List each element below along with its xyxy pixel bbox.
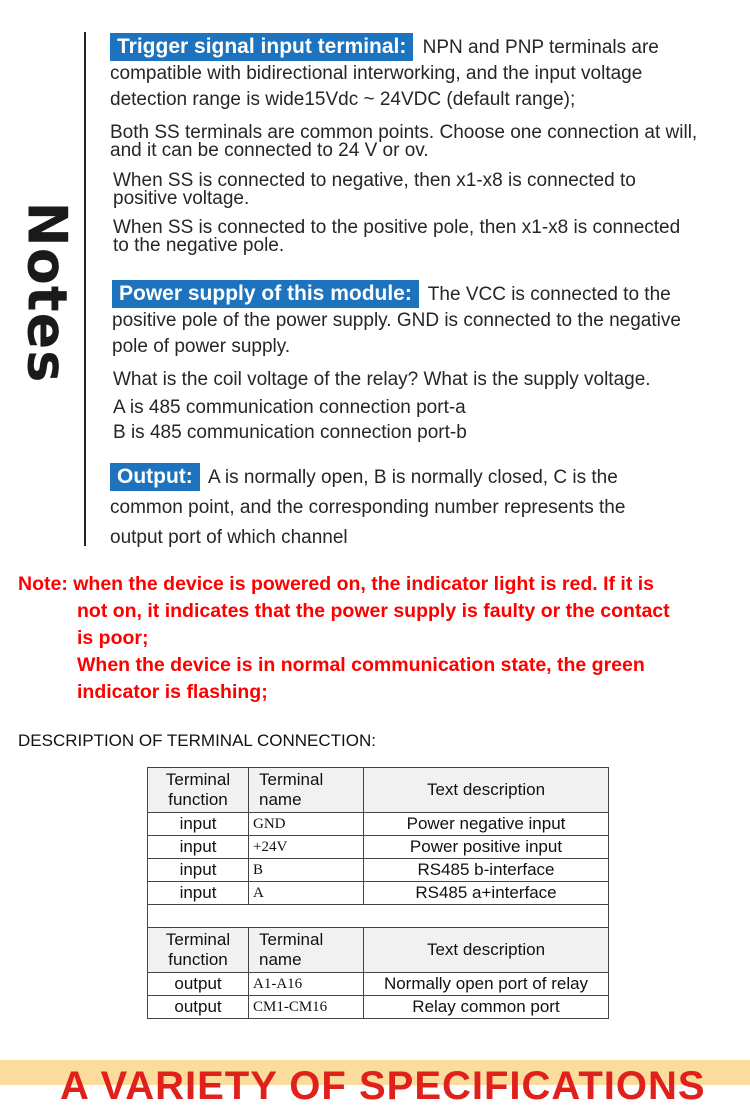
power-text-2: positive pole of the power supply. GND is connected to the negative bbox=[112, 310, 681, 331]
header-description: Text description bbox=[364, 768, 609, 813]
header-name: Terminal name bbox=[249, 768, 364, 813]
table-row: input A RS485 a+interface bbox=[148, 882, 609, 905]
ss-positive-note: When SS is connected to the positive pole, then x1-x8 is connected to the negative pole. bbox=[113, 217, 681, 256]
output-text-1: A is normally open, B is normally closed, C is the bbox=[208, 467, 618, 488]
power-text-3: pole of power supply. bbox=[112, 336, 291, 357]
indicator-note: Note: when the device is powered on, the indicator light is red. If it is not on, it indicates that the power supply is faulty or the contact is poor; When the device is in normal communication state, the green indicator is flashing; bbox=[18, 573, 670, 703]
table-row: output A1-A16 Normally open port of relay bbox=[148, 973, 609, 996]
power-details bbox=[113, 367, 743, 445]
output-text-3: output port of which channel bbox=[110, 527, 348, 548]
trigger-label: Trigger signal input terminal: bbox=[110, 33, 413, 61]
ss-common-note: Both SS terminals are common points. Choose one connection at will, and it can be connected to 24 V or ov. bbox=[110, 122, 698, 161]
table-row: input +24V Power positive input bbox=[148, 836, 609, 859]
banner-title: A VARIETY OF SPECIFICATIONS bbox=[60, 1064, 706, 1108]
table-header-row bbox=[148, 928, 609, 973]
output-label: Output: bbox=[110, 463, 200, 491]
table-row: input GND Power negative input bbox=[148, 813, 609, 836]
trigger-text-2: compatible with bidirectional interworking, and the input voltage bbox=[110, 63, 643, 84]
table-spacer-row bbox=[148, 905, 609, 928]
trigger-section bbox=[110, 33, 740, 113]
output-text-2: common point, and the corresponding number represents the bbox=[110, 497, 626, 518]
power-text-1: The VCC is connected to the bbox=[427, 284, 671, 305]
header-function: Terminal function bbox=[148, 768, 249, 813]
table-header-row bbox=[148, 768, 609, 813]
power-label: Power supply of this module: bbox=[112, 280, 419, 308]
ss-negative-note: When SS is connected to negative, then x1-x8 is connected to positive voltage. bbox=[113, 170, 636, 209]
description-heading: DESCRIPTION OF TERMINAL CONNECTION: bbox=[18, 731, 376, 750]
notes-vertical-title: Notes bbox=[15, 201, 79, 384]
output-section bbox=[110, 463, 740, 553]
power-section bbox=[112, 280, 742, 360]
port-b-note: B is 485 communication connection port-b bbox=[113, 422, 467, 443]
specifications-banner bbox=[0, 1060, 750, 1108]
vertical-divider bbox=[84, 32, 86, 546]
table-row: input B RS485 b-interface bbox=[148, 859, 609, 882]
terminal-table bbox=[147, 767, 609, 1019]
trigger-text-3: detection range is wide15Vdc ~ 24VDC (default range); bbox=[110, 89, 576, 110]
header-description: Text description bbox=[364, 928, 609, 973]
port-a-note: A is 485 communication connection port-a bbox=[113, 397, 466, 418]
coil-voltage-question: What is the coil voltage of the relay? What is the supply voltage. bbox=[113, 369, 651, 390]
trigger-text-1: NPN and PNP terminals are bbox=[422, 37, 659, 58]
table-row: output CM1-CM16 Relay common port bbox=[148, 996, 609, 1019]
header-function: Terminal function bbox=[148, 928, 249, 973]
header-name: Terminal name bbox=[249, 928, 364, 973]
